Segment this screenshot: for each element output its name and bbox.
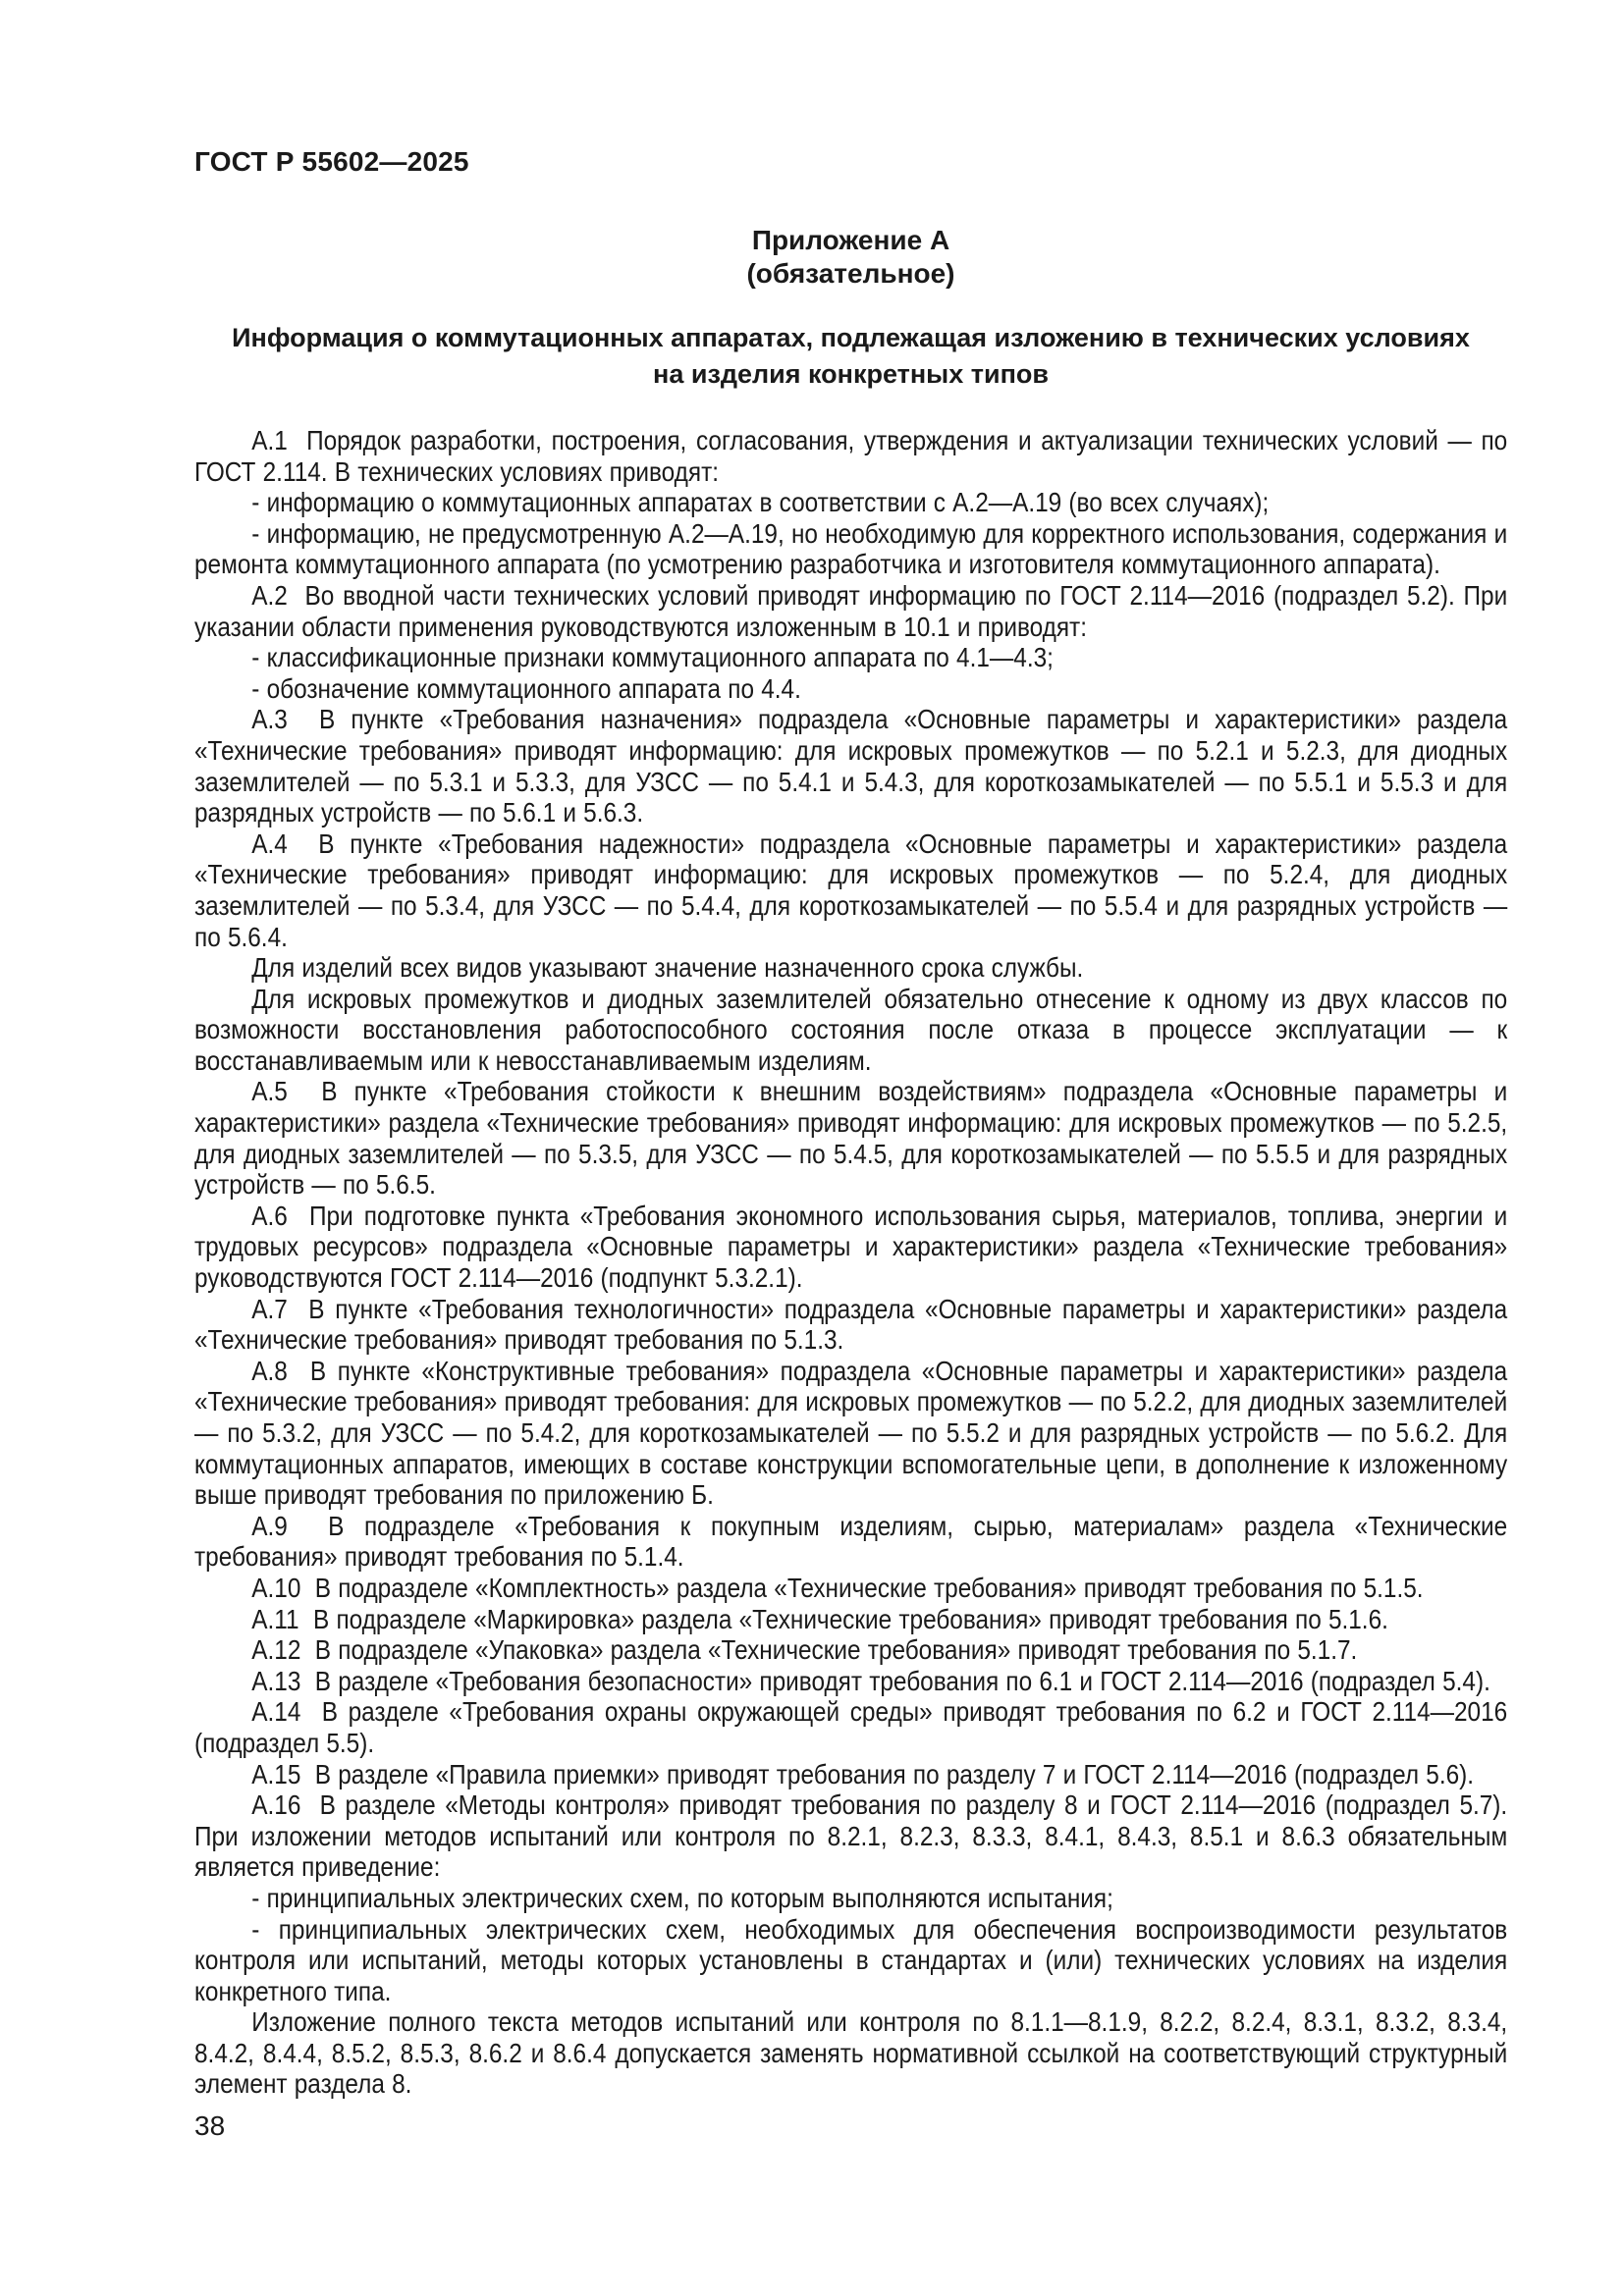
paragraph-a12: А.12 В подразделе «Упаковка» раздела «Технические требования» приводят требования по 5.1.7.	[251, 1634, 1358, 1666]
annex-title-line-1: Информация о коммутационных аппаратах, подлежащая изложению в технических условиях	[232, 323, 1470, 352]
list-item-dash: - принципиальных электрических схем, по которым выполняются испытания;	[251, 1882, 1113, 1913]
list-item-dash: - информацию о коммутационных аппаратах в соответствии с А.2—А.19 (во всех случаях);	[251, 487, 1270, 518]
annex-heading	[194, 224, 1507, 291]
paragraph-a7: А.7 В пункте «Требования технологичности» подраздела «Основные параметры и характеристики» раздела «Технические требования» приводят требования по 5.1.3.	[194, 1293, 1508, 1356]
annex-title	[194, 320, 1507, 393]
paragraph-a9: А.9 В подразделе «Требования к покупным изделиям, сырью, материалам» раздела «Технические требования» приводят требования по 5.1.4.	[194, 1510, 1508, 1573]
page-number: 38	[194, 2110, 226, 2142]
paragraph-a5: А.5 В пункте «Требования стойкости к внешним воздействиям» подраздела «Основные параметры и характеристики» раздела «Технические требования» приводят информацию: для искровых промежутков — по 5.2.5, для диодных заземлителей — по 5.3.5, для УЗСС — по 5.4.5, для короткозамыкателей — по 5.5.5 и для разрядных устройств — по 5.6.5.	[194, 1076, 1508, 1201]
paragraph-a16: А.16 В разделе «Методы контроля» приводят требования по разделу 8 и ГОСТ 2.114—2016 (подраздел 5.7). При изложении методов испытаний или контроля по 8.2.1, 8.2.3, 8.3.3, 8.4.1, 8.4.3, 8.5.1 и 8.6.3 обязательным является приведение:	[194, 1789, 1508, 1883]
paragraph: Для искровых промежутков и диодных заземлителей обязательно отнесение к одному из двух классов по возможности восстановления работоспособного состояния после отказа в процессе эксплуатации — к восстанавливаемым или к невосстанавливаемым изделиям.	[194, 983, 1508, 1076]
paragraph-a4: А.4 В пункте «Требования надежности» подраздела «Основные параметры и характеристики» раздела «Технические требования» приводят информацию: для искровых промежутков — по 5.2.4, для диодных заземлителей — по 5.3.4, для УЗСС — по 5.4.4, для короткозамыкателей — по 5.5.4 и для разрядных устройств — по 5.6.4.	[194, 828, 1508, 952]
paragraph-a8: А.8 В пункте «Конструктивные требования» подраздела «Основные параметры и характеристики» раздела «Технические требования» приводят требования: для искровых промежутков — по 5.2.2, для диодных заземлителей — по 5.3.2, для УЗСС — по 5.4.2, для короткозамыкателей — по 5.5.2 и для разрядных устройств — по 5.6.2. Для коммутационных аппаратов, имеющих в составе конструкции вспомогательные цепи, в дополнение к изложенному выше приводят требования по приложению Б.	[194, 1355, 1508, 1511]
paragraph-a3: А.3 В пункте «Требования назначения» подраздела «Основные параметры и характеристики» раздела «Технические требования» приводят информацию: для искровых промежутков — по 5.2.1 и 5.2.3, для диодных заземлителей — по 5.3.1 и 5.3.3, для УЗСС — по 5.4.1 и 5.4.3, для короткозамыкателей — по 5.5.1 и 5.5.3 и для разрядных устройств — по 5.6.1 и 5.6.3.	[194, 704, 1508, 828]
paragraph-a13: А.13 В разделе «Требования безопасности» приводят требования по 6.1 и ГОСТ 2.114—2016 (подраздел 5.4).	[251, 1665, 1490, 1696]
paragraph-a14: А.14 В разделе «Требования охраны окружающей среды» приводят требования по 6.2 и ГОСТ 2.114—2016 (подраздел 5.5).	[194, 1696, 1508, 1758]
annex-obligation: (обязательное)	[746, 258, 955, 289]
annex-title-line-2: на изделия конкретных типов	[653, 359, 1049, 389]
standard-number-header: ГОСТ Р 55602—2025	[194, 146, 469, 177]
annex-body	[194, 425, 1507, 2100]
list-item-dash: - обозначение коммутационного аппарата по 4.4.	[251, 672, 801, 704]
annex-label: Приложение А	[751, 225, 950, 255]
list-item-dash: - информацию, не предусмотренную А.2—А.19, но необходимую для корректного использования, содержания и ремонта коммутационного аппарата (по усмотрению разработчика и изготовителя коммутационного аппарата).	[194, 517, 1508, 580]
list-item-dash: - принципиальных электрических схем, необходимых для обеспечения воспроизводимости результатов контроля или испытаний, методы которых установлены в стандартах и (или) технических условиях на изделия конкретного типа.	[194, 1913, 1508, 2006]
paragraph-a2: А.2 Во вводной части технических условий приводят информацию по ГОСТ 2.114—2016 (подраздел 5.2). При указании области применения руководствуются изложенным в 10.1 и приводят:	[194, 579, 1508, 642]
paragraph: Изложение полного текста методов испытаний или контроля по 8.1.1—8.1.9, 8.2.2, 8.2.4, 8.3.1, 8.3.2, 8.3.4, 8.4.2, 8.4.4, 8.5.2, 8.5.3, 8.6.2 и 8.6.4 допускается заменять нормативной ссылкой на соответствующий структурный элемент раздела 8.	[194, 2006, 1508, 2100]
paragraph-a6: А.6 При подготовке пункта «Требования экономного использования сырья, материалов, топлива, энергии и трудовых ресурсов» подраздела «Основные параметры и характеристики» раздела «Технические требования» руководствуются ГОСТ 2.114—2016 (подпункт 5.3.2.1).	[194, 1200, 1508, 1294]
paragraph-a10: А.10 В подразделе «Комплектность» раздела «Технические требования» приводят требования по 5.1.5.	[251, 1572, 1424, 1603]
paragraph-a11: А.11 В подразделе «Маркировка» раздела «Технические требования» приводят требования по 5.1.6.	[251, 1603, 1388, 1634]
list-item-dash: - классификационные признаки коммутационного аппарата по 4.1—4.3;	[251, 642, 1054, 673]
paragraph-a1: А.1 Порядок разработки, построения, согласования, утверждения и актуализации технических условий — по ГОСТ 2.114. В технических условиях приводят:	[194, 425, 1508, 487]
paragraph: Для изделий всех видов указывают значение назначенного срока службы.	[251, 952, 1084, 984]
paragraph-a15: А.15 В разделе «Правила приемки» приводят требования по разделу 7 и ГОСТ 2.114—2016 (подраздел 5.6).	[251, 1758, 1475, 1789]
